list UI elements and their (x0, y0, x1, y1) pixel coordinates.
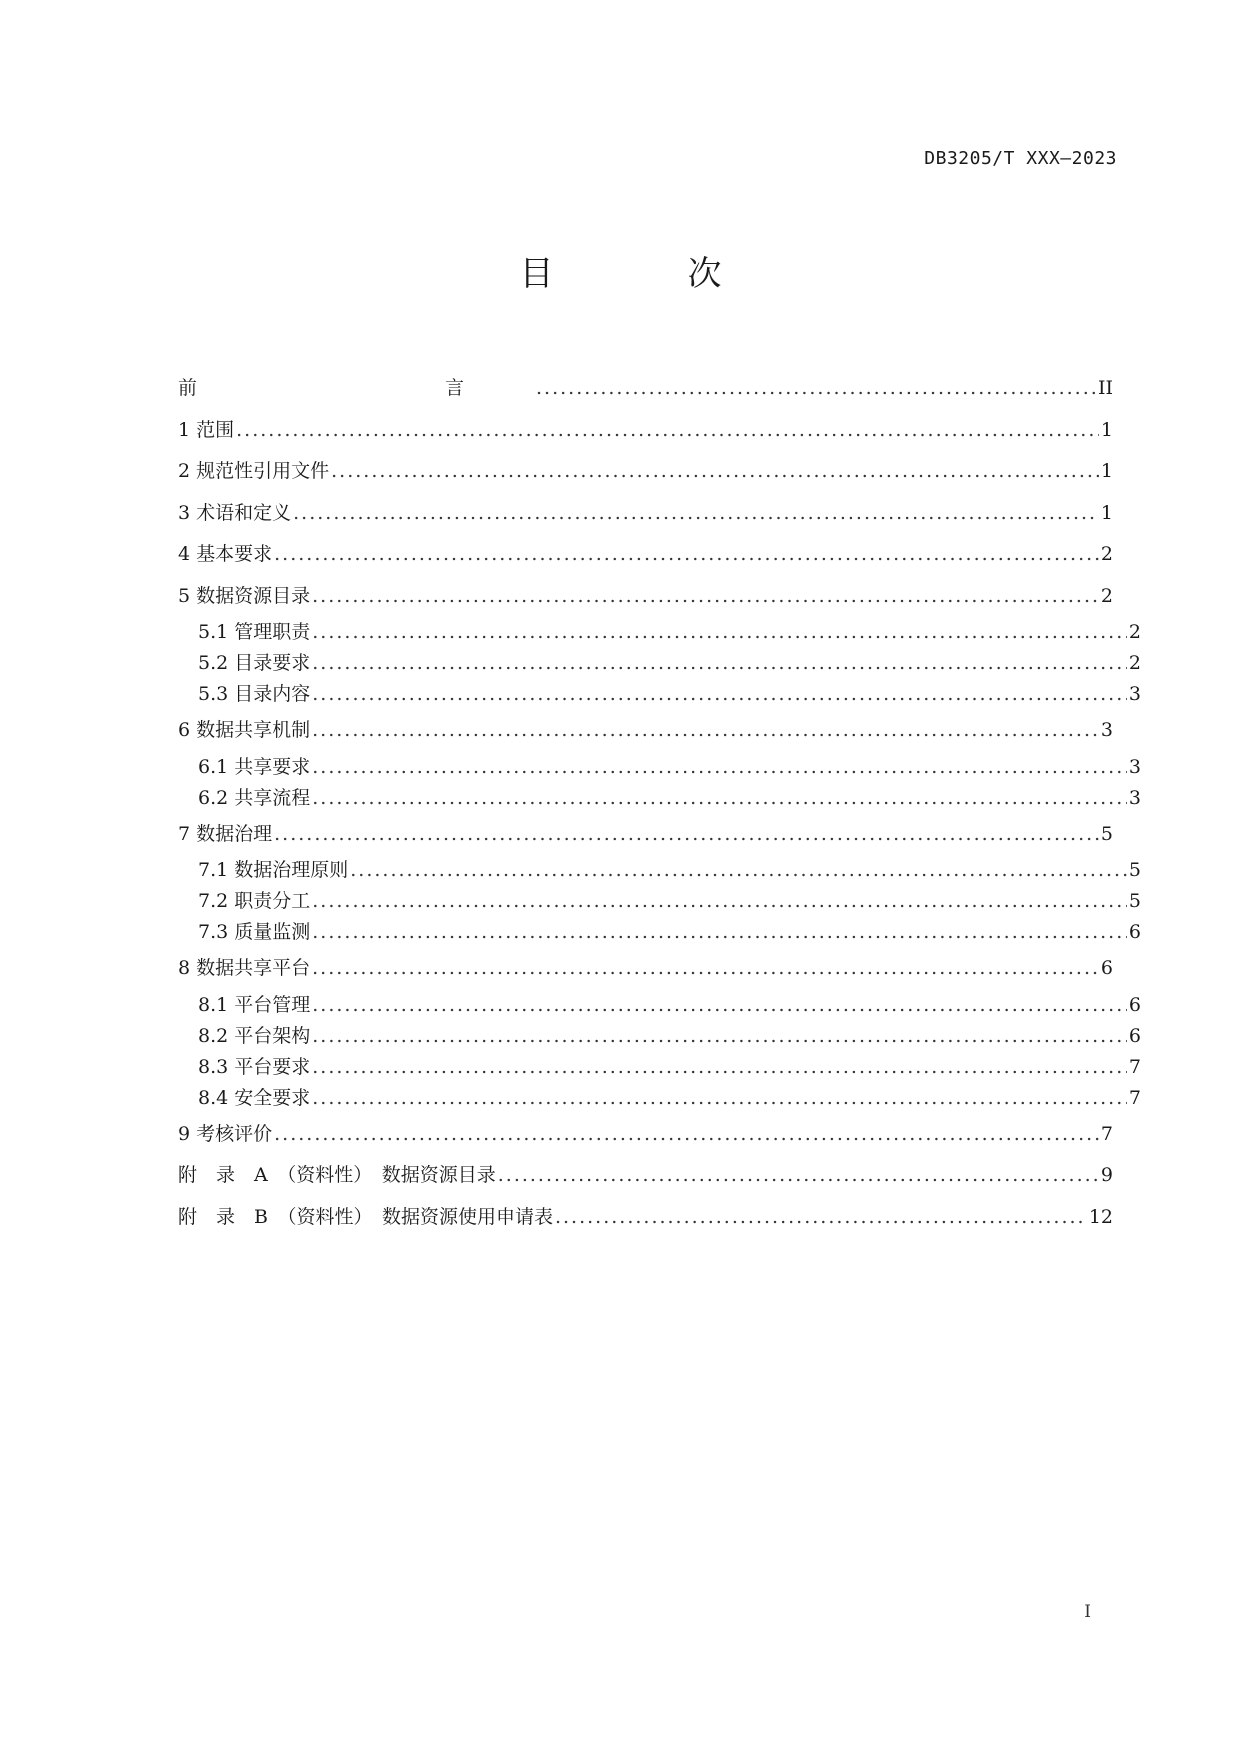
leader-dots (312, 1052, 1127, 1083)
toc-entry-label: 7.1 数据治理原则 (198, 859, 349, 881)
toc-entry-page: 6 (1128, 921, 1141, 943)
leader-dots (236, 410, 1099, 452)
toc-entry-page: 7 (1128, 1086, 1141, 1109)
leader-dots (350, 855, 1127, 886)
toc-entry-label: 6.2 共享流程 (198, 786, 311, 809)
toc-entry-data-resource-catalog[interactable] (178, 576, 1113, 618)
toc-entry-page: 2 (1128, 652, 1141, 674)
toc-entry-page: 2 (1128, 621, 1141, 643)
toc-entry-label: 7.2 职责分工 (198, 890, 311, 912)
leader-dots (312, 648, 1127, 679)
toc-entry-page: 2 (1100, 543, 1113, 565)
toc-entry-page: 6 (1128, 1024, 1141, 1047)
toc-subentry-6-2[interactable] (178, 783, 1141, 814)
toc-entry-page: 1 (1100, 460, 1113, 482)
toc-entry-label: 前 言 (178, 377, 535, 399)
leader-dots (536, 368, 1096, 410)
toc-entry-data-sharing-mechanism[interactable] (178, 710, 1113, 752)
toc-entry-page: 2 (1100, 584, 1113, 607)
leader-dots (312, 886, 1127, 917)
toc-entry-label: 3 术语和定义 (178, 501, 292, 524)
toc-entry-label: 5.2 目录要求 (198, 652, 311, 674)
leader-dots (312, 1021, 1127, 1052)
toc-entry-data-governance[interactable] (178, 814, 1113, 856)
toc-subentry-7-1[interactable] (178, 855, 1141, 886)
toc-subentry-5-1[interactable] (178, 617, 1141, 648)
leader-dots (293, 493, 1099, 535)
leader-dots (312, 948, 1099, 990)
table-of-contents (178, 368, 1141, 1238)
toc-entry-page: 6 (1128, 993, 1141, 1016)
toc-entry-label: 8.1 平台管理 (198, 993, 311, 1016)
toc-subentry-8-2[interactable] (178, 1021, 1141, 1052)
toc-subentry-7-2[interactable] (178, 886, 1141, 917)
leader-dots (312, 752, 1127, 783)
toc-entry-label: 5.1 管理职责 (198, 621, 311, 643)
toc-entry-foreword[interactable] (178, 368, 1113, 410)
toc-entry-page: 7 (1128, 1055, 1141, 1078)
toc-entry-label: 附 录 A （资料性） 数据资源目录 (178, 1164, 496, 1186)
leader-dots (312, 576, 1099, 618)
toc-entry-annex-a[interactable] (178, 1155, 1113, 1197)
toc-entry-label: 7.3 质量监测 (198, 921, 311, 943)
leader-dots (312, 617, 1127, 648)
toc-entry-label: 4 基本要求 (178, 543, 273, 565)
page-title: 目 次 (519, 254, 772, 294)
toc-subentry-8-3[interactable] (178, 1052, 1141, 1083)
toc-entry-label: 7 数据治理 (178, 822, 273, 845)
document-code: DB3205/T XXX—2023 (924, 148, 1117, 169)
toc-entry-label: 8.3 平台要求 (198, 1055, 311, 1078)
toc-entry-annex-b[interactable] (178, 1197, 1113, 1239)
toc-entry-assessment-evaluation[interactable] (178, 1114, 1113, 1156)
toc-entry-terms-definitions[interactable] (178, 493, 1113, 535)
toc-subentry-5-3[interactable] (178, 679, 1141, 710)
leader-dots (331, 451, 1099, 493)
toc-entry-page: 3 (1128, 786, 1141, 809)
toc-entry-label: 2 规范性引用文件 (178, 460, 330, 482)
leader-dots (498, 1155, 1099, 1197)
leader-dots (312, 783, 1127, 814)
toc-entry-page: 1 (1100, 418, 1113, 441)
toc-entry-label: 附 录 B （资料性） 数据资源使用申请表 (178, 1205, 553, 1228)
toc-entry-page: II (1097, 377, 1113, 399)
toc-entry-label: 1 范围 (178, 418, 235, 441)
toc-entry-page: 7 (1100, 1122, 1113, 1145)
leader-dots (312, 917, 1127, 948)
toc-entry-page: 3 (1128, 683, 1141, 705)
toc-entry-basic-requirements[interactable] (178, 534, 1113, 576)
leader-dots (274, 534, 1099, 576)
toc-entry-label: 8 数据共享平台 (178, 957, 311, 979)
toc-entry-page: 1 (1100, 501, 1113, 524)
toc-entry-page: 12 (1088, 1205, 1113, 1228)
leader-dots (312, 990, 1127, 1021)
toc-subentry-8-1[interactable] (178, 990, 1141, 1021)
leader-dots (312, 710, 1099, 752)
toc-entry-label: 5.3 目录内容 (198, 683, 311, 705)
toc-subentry-5-2[interactable] (178, 648, 1141, 679)
toc-entry-page: 9 (1100, 1164, 1113, 1186)
toc-subentry-7-3[interactable] (178, 917, 1141, 948)
leader-dots (274, 814, 1099, 856)
toc-subentry-6-1[interactable] (178, 752, 1141, 783)
leader-dots (274, 1114, 1099, 1156)
toc-entry-label: 8.4 安全要求 (198, 1086, 311, 1109)
toc-entry-page: 6 (1100, 957, 1113, 979)
leader-dots (312, 679, 1127, 710)
leader-dots (555, 1197, 1087, 1239)
toc-entry-data-sharing-platform[interactable] (178, 948, 1113, 990)
toc-entry-normative-references[interactable] (178, 451, 1113, 493)
toc-entry-page: 5 (1128, 859, 1141, 881)
toc-entry-page: 5 (1100, 822, 1113, 845)
toc-entry-page: 3 (1100, 719, 1113, 741)
page-number: I (1084, 1602, 1091, 1622)
leader-dots (312, 1083, 1127, 1114)
toc-entry-page: 5 (1128, 890, 1141, 912)
toc-entry-label: 6.1 共享要求 (198, 755, 311, 778)
toc-entry-scope[interactable] (178, 410, 1113, 452)
toc-entry-label: 8.2 平台架构 (198, 1024, 311, 1047)
toc-entry-page: 3 (1128, 755, 1141, 778)
toc-subentry-8-4[interactable] (178, 1083, 1141, 1114)
toc-entry-label: 5 数据资源目录 (178, 584, 311, 607)
toc-entry-label: 6 数据共享机制 (178, 719, 311, 741)
toc-entry-label: 9 考核评价 (178, 1122, 273, 1145)
